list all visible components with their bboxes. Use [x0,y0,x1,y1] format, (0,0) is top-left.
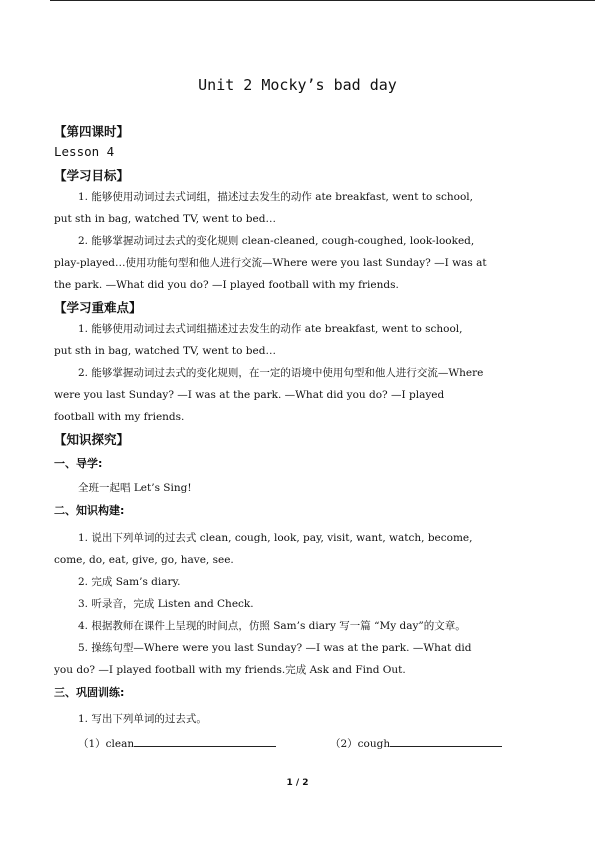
keypoint-2-line-2: were you last Sunday? —I was at the park. —What did you do? —I played [54,389,445,401]
keypoints-heading: 【学习重难点】 [54,300,142,315]
section-1-text: 全班一起唱 Let’s Sing! [78,482,192,494]
top-rule [50,0,595,1]
s2-item-4: 4. 根据教师在课件上呈现的时间点，仿照 Sam’s diary 写一篇 “My day”的文章。 [78,620,466,632]
explore-heading: 【知识探究】 [54,432,130,447]
keypoint-1-line-2: put sth in bag, watched TV, went to bed… [54,345,276,357]
objectives-heading: 【学习目标】 [54,168,130,183]
fill-blank-2 [330,736,502,751]
keypoint-2-line-1: 2. 能够掌握动词过去式的变化规则，在一定的语境中使用句型和他人进行交流—Where [78,367,484,379]
fill-blank-1 [78,736,276,751]
objectives-list [54,186,536,296]
fill-blank-2-line[interactable] [390,736,502,747]
section-1-heading: 一、导学: [54,457,103,470]
fill-blank-1-line[interactable] [134,736,276,747]
objective-1-line-1: 1. 能够使用动词过去式词组，描述过去发生的动作 ate breakfast, went to school, [78,191,473,203]
objective-2-line-3: the park. —What did you do? —I played football with my friends. [54,279,399,291]
objective-2-line-1: 2. 能够掌握动词过去式的变化规则 clean-cleaned, cough-coughed, look-looked, [78,235,475,247]
s2-item-1-line-1: 1. 说出下列单词的过去式 clean, cough, look, pay, visit, want, watch, become, [78,532,473,544]
section-2-list [54,527,536,681]
section-1-body [54,477,536,499]
keypoints-list [54,318,536,428]
objective-1-line-2: put sth in bag, watched TV, went to bed… [54,213,276,225]
section-3-heading: 三、巩固训练: [54,686,125,699]
section-2-heading: 二、知识构建: [54,504,125,517]
lesson-label: Lesson 4 [54,144,115,159]
s3-item-1: 1. 写出下列单词的过去式。 [78,713,207,725]
fill-blank-1-label: （1）clean [78,738,135,750]
s2-item-1-line-2: come, do, eat, give, go, have, see. [54,554,234,566]
section-3-body [54,708,536,730]
s2-item-5-line-1: 5. 操练句型—Where were you last Sunday? —I was at the park. —What did [78,642,472,654]
page-number: 1 / 2 [286,778,309,788]
objective-2-line-2: play-played…使用功能句型和他人进行交流—Where were you last Sunday? —I was at [54,257,487,269]
page-title: Unit 2 Mocky’s bad day [198,76,397,94]
s2-item-2: 2. 完成 Sam’s diary. [78,576,181,588]
period-heading: 【第四课时】 [54,124,130,139]
fill-blank-2-label: （2）cough [330,738,391,750]
keypoint-1-line-1: 1. 能够使用动词过去式词组描述过去发生的动作 ate breakfast, went to school, [78,323,463,335]
s2-item-5-line-2: you do? —I played football with my friends.完成 Ask and Find Out. [54,664,406,676]
keypoint-2-line-3: football with my friends. [54,411,185,423]
s2-item-3: 3. 听录音，完成 Listen and Check. [78,598,254,610]
